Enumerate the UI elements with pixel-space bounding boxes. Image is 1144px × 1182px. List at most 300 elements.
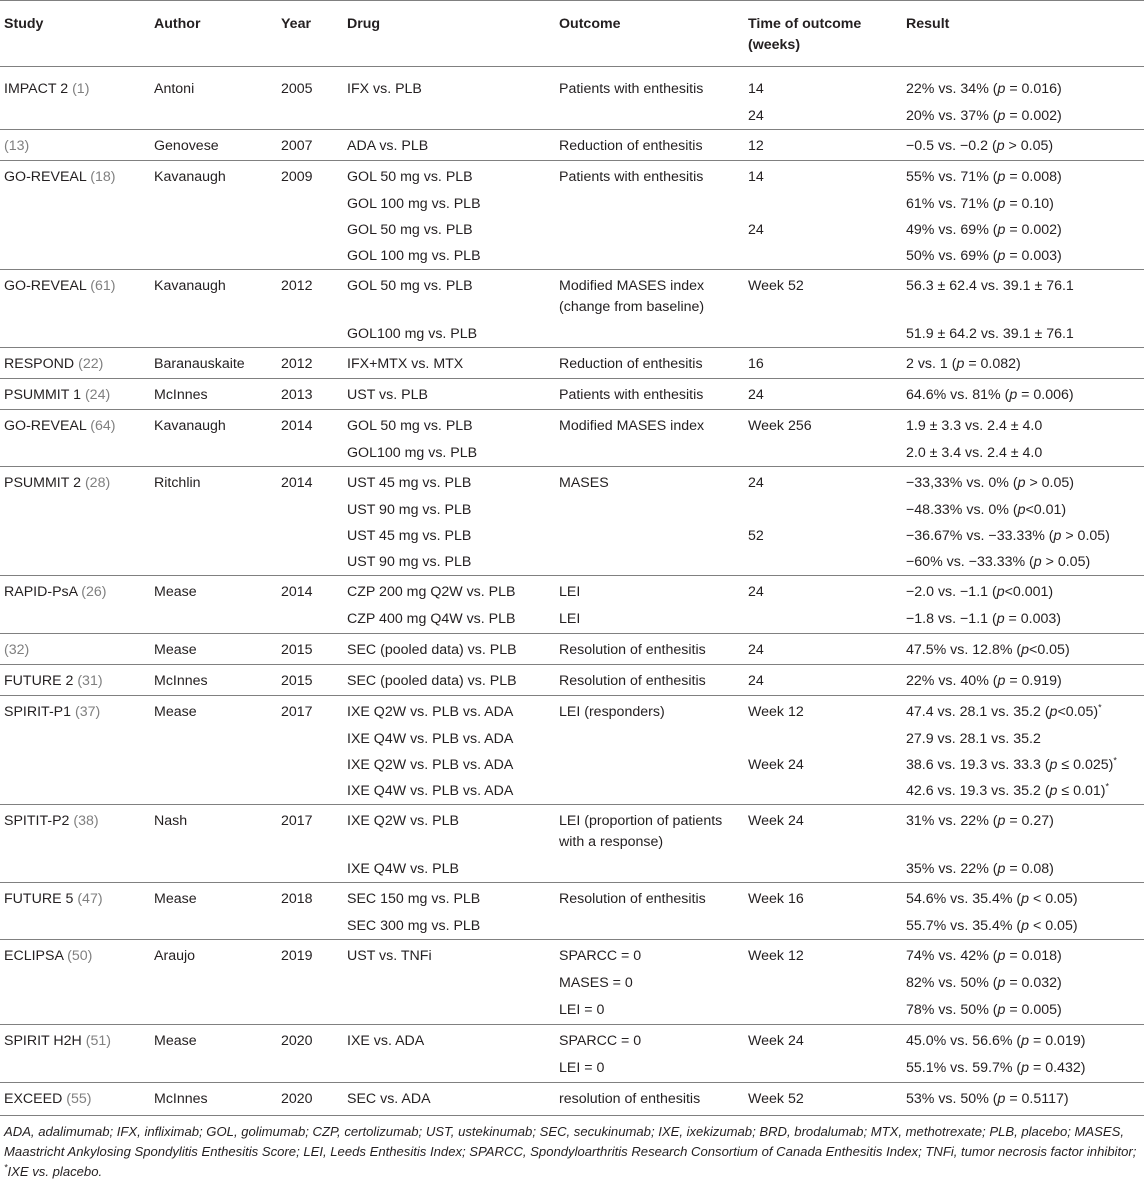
study-cell (0, 321, 150, 348)
author-cell (150, 752, 277, 778)
year-cell (277, 243, 343, 270)
year-cell: 2020 (277, 1025, 343, 1056)
result-cell: 22% vs. 34% (p = 0.016) (906, 81, 1062, 97)
result-cell: 61% vs. 71% (p = 0.10) (906, 196, 1054, 212)
result-cell: 22% vs. 40% (p = 0.919) (902, 665, 1144, 696)
study-cell (0, 970, 150, 997)
drug-cell: SEC (pooled data) vs. PLB (343, 665, 555, 696)
author-cell: Kavanaugh (150, 161, 277, 192)
author-cell (150, 856, 277, 883)
author-cell: Antoni (154, 81, 195, 97)
outcome-cell: SPARCC = 0 (555, 1025, 744, 1056)
study-reference-link[interactable]: (28) (84, 475, 111, 491)
author-cell: McInnes (150, 1083, 277, 1116)
table-row (0, 103, 1144, 130)
table-row (0, 997, 1144, 1025)
outcome-cell (555, 243, 744, 270)
time-cell (744, 606, 902, 634)
author-cell: Kavanaugh (150, 270, 277, 322)
table-row (0, 634, 1144, 665)
result-cell: 82% vs. 50% (p = 0.032) (906, 975, 1062, 991)
result-cell: 38.6 vs. 19.3 vs. 33.3 (p ≤ 0.025)* (906, 755, 1117, 773)
study-cell (0, 665, 150, 696)
result-cell: 31% vs. 22% (p = 0.27) (902, 805, 1144, 857)
study-cell (0, 1083, 150, 1116)
outcome-cell: LEI (proportion of patients with a response) (555, 805, 744, 857)
result-cell: −0.5 vs. −0.2 (p > 0.05) (902, 130, 1144, 161)
outcome-cell: resolution of enthesitis (555, 1083, 744, 1116)
result-cell: 42.6 vs. 19.3 vs. 35.2 (p ≤ 0.01)* (906, 781, 1109, 799)
study-cell (0, 523, 150, 549)
header-result: Result (906, 16, 950, 32)
table-row (0, 348, 1144, 379)
study-cell (0, 634, 150, 665)
year-cell (277, 523, 343, 549)
time-cell (744, 191, 902, 217)
study-cell (0, 606, 150, 634)
time-cell: 12 (744, 130, 902, 161)
author-cell: Kavanaugh (150, 410, 277, 441)
table-row (0, 726, 1144, 752)
time-cell: 24 (744, 576, 902, 607)
table-footnote (0, 1116, 1144, 1182)
study-reference-link[interactable]: (47) (77, 891, 103, 907)
header-study: Study (4, 16, 44, 32)
drug-cell: IXE Q2W vs. PLB vs. ADA (347, 757, 514, 773)
study-reference-link[interactable]: (31) (77, 673, 103, 689)
time-cell: Week 52 (744, 270, 902, 322)
study-cell (0, 67, 150, 104)
study-reference-link[interactable]: (32) (4, 642, 30, 658)
table-row (0, 379, 1144, 410)
time-cell (744, 778, 902, 805)
result-cell: 78% vs. 50% (p = 0.005) (906, 1002, 1062, 1018)
author-cell: Mease (150, 883, 277, 914)
author-cell (150, 778, 277, 805)
study-cell (0, 217, 150, 243)
study-name: RAPID-PsA (4, 584, 78, 600)
year-cell (277, 191, 343, 217)
table-row (0, 606, 1144, 634)
table-row (0, 805, 1144, 857)
drug-cell: ADA vs. PLB (343, 130, 555, 161)
study-cell (0, 856, 150, 883)
result-cell: −48.33% vs. 0% (p<0.01) (906, 502, 1067, 518)
table-row (0, 321, 1144, 348)
result-cell: −2.0 vs. −1.1 (p<0.001) (902, 576, 1144, 607)
study-reference-link[interactable]: (37) (74, 704, 101, 720)
author-cell: Baranauskaite (150, 348, 277, 379)
study-cell (0, 696, 150, 727)
study-cell (0, 940, 150, 971)
time-cell: Week 24 (748, 757, 804, 773)
author-cell: Araujo (150, 940, 277, 971)
table-row (0, 130, 1144, 161)
time-cell: Week 16 (744, 883, 902, 914)
study-name: IMPACT 2 (4, 81, 69, 97)
time-cell (744, 1055, 902, 1083)
time-cell: 24 (748, 222, 764, 238)
table-row (0, 217, 1144, 243)
time-cell (744, 321, 902, 348)
year-cell: 2018 (277, 883, 343, 914)
outcome-cell (555, 103, 744, 130)
study-cell (0, 1025, 150, 1056)
year-cell (277, 913, 343, 940)
result-cell: 50% vs. 69% (p = 0.003) (906, 248, 1062, 264)
study-cell (0, 883, 150, 914)
table-row (0, 1055, 1144, 1083)
result-cell: 56.3 ± 62.4 vs. 39.1 ± 76.1 (902, 270, 1144, 322)
time-cell (744, 549, 902, 576)
study-reference-link[interactable]: (26) (81, 584, 107, 600)
study-cell (0, 778, 150, 805)
year-cell (277, 497, 343, 523)
result-cell: 47.5% vs. 12.8% (p<0.05) (902, 634, 1144, 665)
outcome-cell: MASES = 0 (559, 975, 633, 991)
result-cell: 20% vs. 37% (p = 0.002) (906, 108, 1062, 124)
year-cell (277, 997, 343, 1025)
outcome-cell (555, 191, 744, 217)
year-cell (277, 778, 343, 805)
result-cell: 64.6% vs. 81% (p = 0.006) (902, 379, 1144, 410)
study-cell (0, 348, 150, 379)
time-cell (744, 856, 902, 883)
drug-cell: GOL 50 mg vs. PLB (343, 161, 555, 192)
study-reference-link[interactable]: (38) (73, 813, 99, 829)
result-cell: −36.67% vs. −33.33% (p > 0.05) (906, 528, 1110, 544)
header-year: Year (281, 16, 311, 32)
study-cell (0, 379, 150, 410)
study-reference-link[interactable]: (1) (72, 81, 90, 97)
author-cell: Genovese (150, 130, 277, 161)
study-reference-link[interactable]: (18) (90, 169, 116, 185)
author-cell (150, 913, 277, 940)
outcome-cell: LEI (559, 611, 581, 627)
result-cell: 55% vs. 71% (p = 0.008) (902, 161, 1144, 192)
author-cell (150, 440, 277, 467)
time-cell (744, 913, 902, 940)
study-reference-link[interactable]: (61) (90, 278, 116, 294)
study-cell (0, 752, 150, 778)
outcome-cell (555, 523, 744, 549)
outcome-cell: Resolution of enthesitis (555, 883, 744, 914)
year-cell (277, 856, 343, 883)
drug-cell: SEC vs. ADA (343, 1083, 555, 1116)
study-cell (0, 726, 150, 752)
drug-cell: GOL 100 mg vs. PLB (347, 248, 481, 264)
time-cell: 16 (744, 348, 902, 379)
time-cell: 24 (744, 634, 902, 665)
drug-cell: IXE Q2W vs. PLB vs. ADA (343, 696, 555, 727)
study-reference-link[interactable]: (24) (84, 387, 111, 403)
year-cell (277, 606, 343, 634)
study-name: EXCEED (4, 1091, 63, 1107)
study-cell (0, 549, 150, 576)
outcome-cell: Modified MASES index (555, 410, 744, 441)
outcome-cell: Resolution of enthesitis (555, 634, 744, 665)
time-cell (744, 970, 902, 997)
result-cell: 53% vs. 50% (p = 0.5117) (902, 1083, 1144, 1116)
year-cell: 2014 (277, 410, 343, 441)
outcome-cell: Reduction of enthesitis (555, 348, 744, 379)
drug-cell: IFX vs. PLB (347, 81, 422, 97)
table-row (0, 913, 1144, 940)
table-row (0, 549, 1144, 576)
table-row (0, 576, 1144, 607)
drug-cell: UST vs. TNFi (343, 940, 555, 971)
drug-cell: IXE Q4W vs. PLB vs. ADA (347, 783, 514, 799)
study-name: ECLIPSA (4, 948, 64, 964)
table-row (0, 243, 1144, 270)
time-cell: 24 (744, 665, 902, 696)
table-row (0, 1083, 1144, 1116)
time-cell: Week 24 (744, 805, 902, 857)
study-cell (0, 913, 150, 940)
time-cell: 24 (744, 379, 902, 410)
year-cell: 2012 (277, 270, 343, 322)
result-cell: 55.1% vs. 59.7% (p = 0.432) (906, 1060, 1086, 1076)
table-row (0, 696, 1144, 727)
author-cell: Mease (150, 576, 277, 607)
time-cell: 14 (748, 81, 764, 97)
time-cell (744, 243, 902, 270)
result-cell: 51.9 ± 64.2 vs. 39.1 ± 76.1 (906, 326, 1074, 342)
study-cell (0, 410, 150, 441)
drug-cell (343, 103, 555, 130)
result-cell: 49% vs. 69% (p = 0.002) (906, 222, 1062, 238)
year-cell: 2012 (277, 348, 343, 379)
author-cell (150, 523, 277, 549)
study-reference-link[interactable]: (50) (67, 948, 93, 964)
footnote-abbreviations: ADA, adalimumab; IFX, infliximab; GOL, golimumab; CZP, certolizumab; UST, ustekinumab; SEC, secukinumab; IXE, ixekizumab; BRD, brodalumab; MTX, methotrexate; PLB, placebo; MASES, Maastricht Ankylosing Spondylitis Enthesitis Score; LEI, Leeds Enthesitis Index; SPARCC, Spondyloarthritis Research Consortium of Canada Enthesitis Index; TNFi, tumor necrosis factor inhibitor; (4, 1124, 1137, 1159)
year-cell: 2017 (277, 805, 343, 857)
year-cell: 2014 (277, 576, 343, 607)
drug-cell: GOL100 mg vs. PLB (347, 445, 478, 461)
study-reference-link[interactable]: (64) (90, 418, 116, 434)
study-cell (0, 805, 150, 857)
result-cell: 74% vs. 42% (p = 0.018) (902, 940, 1144, 971)
table-row (0, 752, 1144, 778)
drug-cell: GOL100 mg vs. PLB (347, 326, 478, 342)
study-name: GO-REVEAL (4, 278, 87, 294)
outcome-cell: LEI (responders) (555, 696, 744, 727)
study-cell (0, 997, 150, 1025)
year-cell: 2013 (277, 379, 343, 410)
table-row (0, 883, 1144, 914)
drug-cell: GOL 50 mg vs. PLB (347, 222, 473, 238)
result-cell: 54.6% vs. 35.4% (p < 0.05) (902, 883, 1144, 914)
year-cell (277, 217, 343, 243)
author-cell (150, 970, 277, 997)
result-cell: 1.9 ± 3.3 vs. 2.4 ± 4.0 (902, 410, 1144, 441)
author-cell (150, 997, 277, 1025)
outcome-cell: Patients with enthesitis (555, 379, 744, 410)
author-cell: McInnes (150, 379, 277, 410)
table-row (0, 856, 1144, 883)
year-cell: 2017 (277, 696, 343, 727)
outcome-cell (555, 497, 744, 523)
study-cell (0, 1055, 150, 1083)
author-cell: McInnes (150, 665, 277, 696)
result-cell: 47.4 vs. 28.1 vs. 35.2 (p<0.05)* (902, 696, 1144, 727)
drug-cell: SEC 150 mg vs. PLB (343, 883, 555, 914)
study-cell (0, 467, 150, 498)
study-cell (0, 191, 150, 217)
study-reference-link[interactable]: (22) (78, 356, 104, 372)
author-cell (150, 321, 277, 348)
time-cell: Week 24 (744, 1025, 902, 1056)
table-row (0, 410, 1144, 441)
drug-cell: UST 45 mg vs. PLB (343, 467, 555, 498)
author-cell (150, 549, 277, 576)
study-cell (0, 161, 150, 192)
drug-cell (343, 970, 555, 997)
outcome-cell: LEI (555, 576, 744, 607)
year-cell: 2015 (277, 665, 343, 696)
study-name: PSUMMIT 2 (4, 475, 81, 491)
study-name: GO-REVEAL (4, 169, 87, 185)
table-row (0, 497, 1144, 523)
result-cell: −1.8 vs. −1.1 (p = 0.003) (906, 611, 1062, 627)
drug-cell: GOL 50 mg vs. PLB (343, 410, 555, 441)
year-cell: 2009 (277, 161, 343, 192)
study-name: FUTURE 5 (4, 891, 74, 907)
drug-cell: CZP 200 mg Q2W vs. PLB (343, 576, 555, 607)
outcome-cell: LEI = 0 (559, 1002, 605, 1018)
drug-cell: SEC 300 mg vs. PLB (347, 918, 481, 934)
study-name: SPIRIT-P1 (4, 704, 72, 720)
table-row (0, 1025, 1144, 1056)
drug-cell: SEC (pooled data) vs. PLB (343, 634, 555, 665)
drug-cell: GOL 100 mg vs. PLB (347, 196, 481, 212)
year-cell (277, 752, 343, 778)
study-reference-link[interactable]: (51) (85, 1033, 111, 1049)
author-cell (150, 243, 277, 270)
result-cell: 2 vs. 1 (p = 0.082) (902, 348, 1144, 379)
outcome-cell: MASES (555, 467, 744, 498)
table-row (0, 161, 1144, 192)
year-cell: 2019 (277, 940, 343, 971)
study-reference-link[interactable]: (55) (66, 1091, 92, 1107)
outcome-cell: Patients with enthesitis (559, 81, 704, 97)
table-row (0, 970, 1144, 997)
author-cell: Mease (150, 634, 277, 665)
footnote-asterisk: * (4, 1162, 8, 1173)
outcome-cell: Patients with enthesitis (555, 161, 744, 192)
header-author: Author (154, 16, 201, 32)
author-cell (150, 606, 277, 634)
time-cell: Week 52 (744, 1083, 902, 1116)
table-row (0, 270, 1144, 322)
study-name: GO-REVEAL (4, 418, 87, 434)
author-cell (150, 1055, 277, 1083)
drug-cell: UST 45 mg vs. PLB (347, 528, 472, 544)
table-row (0, 440, 1144, 467)
outcome-cell: SPARCC = 0 (555, 940, 744, 971)
outcome-cell (555, 217, 744, 243)
result-cell: 27.9 vs. 28.1 vs. 35.2 (906, 731, 1041, 747)
table-body (0, 67, 1144, 1116)
author-cell (150, 103, 277, 130)
drug-cell: IXE Q4W vs. PLB (347, 861, 459, 877)
outcome-cell: Modified MASES index (change from baseline) (555, 270, 744, 322)
time-cell: 52 (748, 528, 764, 544)
year-cell: 2015 (277, 634, 343, 665)
study-name: SPIRIT H2H (4, 1033, 82, 1049)
drug-cell: UST 90 mg vs. PLB (347, 502, 472, 518)
study-cell (0, 270, 150, 322)
drug-cell: GOL 50 mg vs. PLB (343, 270, 555, 322)
study-cell (0, 130, 150, 161)
drug-cell: UST vs. PLB (343, 379, 555, 410)
header-drug: Drug (347, 16, 381, 32)
author-cell (150, 191, 277, 217)
outcome-cell (555, 440, 744, 467)
author-cell: Nash (150, 805, 277, 857)
time-cell (744, 997, 902, 1025)
author-cell (150, 217, 277, 243)
year-cell: 2020 (277, 1083, 343, 1116)
header-time: Time of outcome (weeks) (748, 16, 862, 53)
author-cell (150, 726, 277, 752)
footnote-asterisk-note: IXE vs. placebo. (7, 1164, 103, 1179)
time-cell: 24 (744, 467, 902, 498)
table-row (0, 191, 1144, 217)
table-row (0, 467, 1144, 498)
outcome-cell (555, 913, 744, 940)
study-cell (0, 576, 150, 607)
year-cell (277, 1055, 343, 1083)
author-cell (150, 497, 277, 523)
year-cell (277, 103, 343, 130)
drug-cell: CZP 400 mg Q4W vs. PLB (347, 611, 516, 627)
outcome-cell: Reduction of enthesitis (555, 130, 744, 161)
study-reference-link[interactable]: (13) (4, 138, 30, 154)
year-cell: 2014 (277, 467, 343, 498)
time-cell: Week 12 (744, 696, 902, 727)
time-cell: 24 (748, 108, 764, 124)
outcome-cell: LEI = 0 (559, 1060, 605, 1076)
outcome-cell (555, 726, 744, 752)
study-name: RESPOND (4, 356, 75, 372)
study-name: SPITIT-P2 (4, 813, 70, 829)
study-cell (0, 497, 150, 523)
header-outcome: Outcome (559, 16, 621, 32)
study-cell (0, 103, 150, 130)
year-cell (277, 549, 343, 576)
result-cell: 35% vs. 22% (p = 0.08) (906, 861, 1054, 877)
result-cell: 45.0% vs. 56.6% (p = 0.019) (902, 1025, 1144, 1056)
result-cell: 55.7% vs. 35.4% (p < 0.05) (906, 918, 1078, 934)
time-cell (744, 726, 902, 752)
time-cell (744, 440, 902, 467)
result-cell: −33,33% vs. 0% (p > 0.05) (902, 467, 1144, 498)
drug-cell: IXE vs. ADA (343, 1025, 555, 1056)
outcome-cell (555, 549, 744, 576)
year-cell (277, 440, 343, 467)
year-cell: 2005 (281, 81, 313, 97)
drug-cell: IXE Q2W vs. PLB (343, 805, 555, 857)
drug-cell (343, 1055, 555, 1083)
author-cell: Mease (150, 1025, 277, 1056)
time-cell: 14 (744, 161, 902, 192)
table-row (0, 940, 1144, 971)
time-cell (744, 497, 902, 523)
year-cell (277, 970, 343, 997)
outcome-cell (555, 778, 744, 805)
study-cell (0, 440, 150, 467)
